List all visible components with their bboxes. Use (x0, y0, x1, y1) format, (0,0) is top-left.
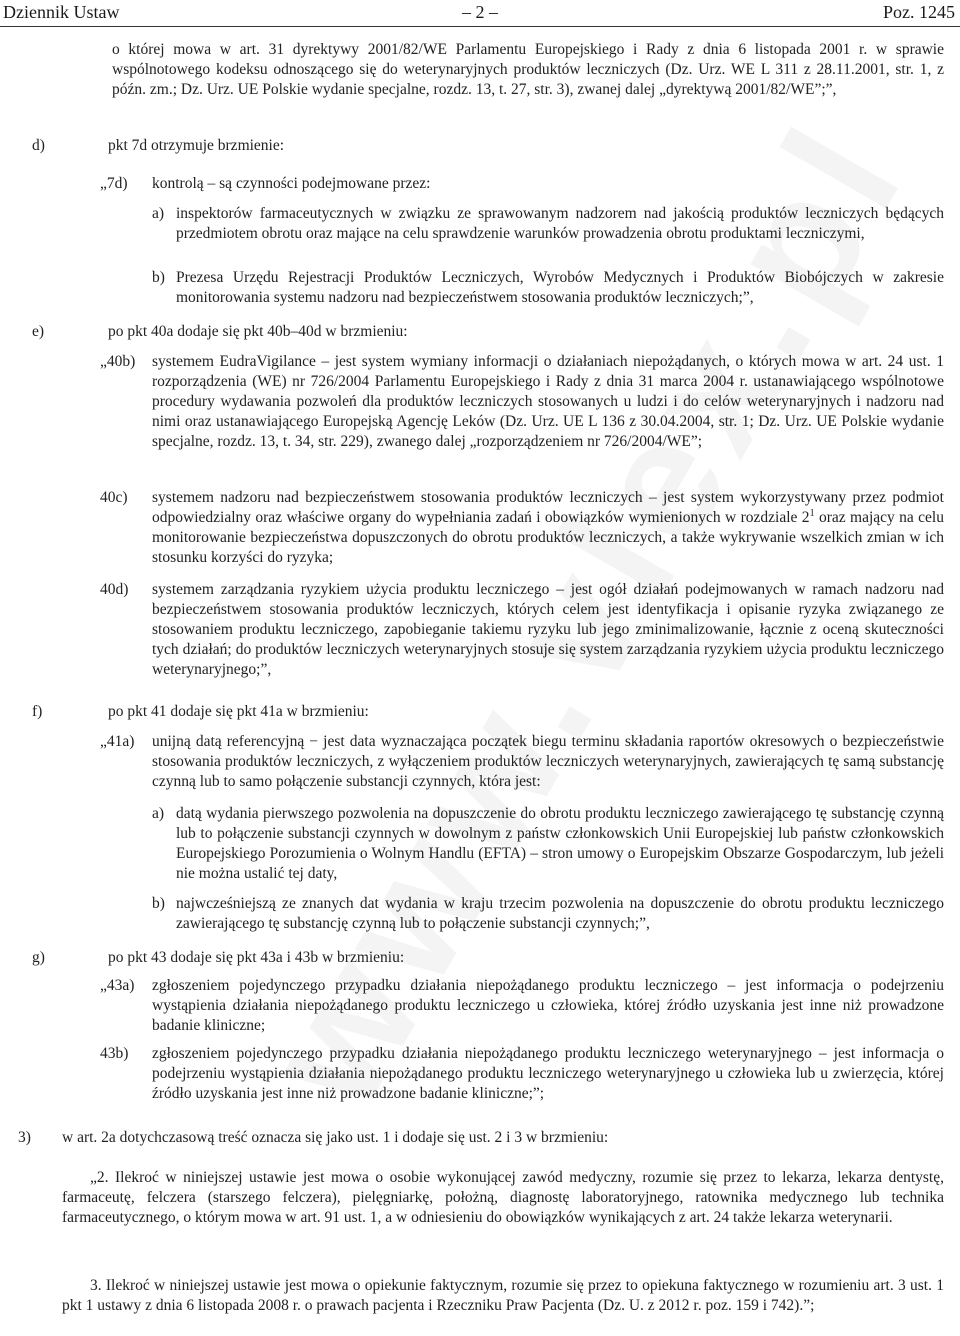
page-header (0, 0, 960, 26)
item-43a (100, 976, 944, 1036)
item-41a-a-text: datą wydania pierwszego pozwolenia na dopuszczenie do obrotu produktu leczniczego zawierającego tę substancję czynną lub to połączenie substancji czynnych w dowolnym z państw członkowskich Unii Europejskiej lub państw członkowskich Europejskiego Porozumienia o Wolnym Handlu (EFTA) – stron umowy o Europejskim Obszarze Gospodarczym, lub jeżeli nie można ustalić tej daty, (176, 805, 944, 882)
item-43b (100, 1044, 944, 1104)
header-rule (0, 26, 960, 27)
page-number: – 2 – (462, 2, 498, 22)
item-3-label: 3) (18, 1129, 31, 1146)
item-40c-text: systemem nadzoru nad bezpieczeństwem stosowania produktów leczniczych – jest system wykorzystywany przez podmiot odpowiedzialny oraz właściwe organy do wypełniania zadań i obowiązków wymienionych w rozdziale $2^1$ oraz mający na celu monitorowanie bezpieczeństwa dopuszczonych do obrotu produktów leczniczych, a także wykrywanie wszelkich zmian w ich stosunku korzyści do ryzyka; (152, 489, 944, 566)
item-e (32, 322, 944, 342)
item-f (32, 702, 944, 722)
item-7d-a-label: a) (152, 205, 165, 222)
item-41a-label: „41a) (100, 733, 135, 750)
item-7d-a-text: inspektorów farmaceutycznych w związku ze sprawowanym nadzorem nad jakością produktów leczniczych będących przedmiotem obrotu oraz mające na celu sprawdzenie warunków prowadzenia obrotu produktami leczniczymi, (176, 205, 944, 242)
item-43a-label: „43a) (100, 977, 135, 994)
item-3 (18, 1128, 944, 1148)
item-7d (100, 174, 944, 194)
item-40d (100, 580, 944, 680)
item-40b (100, 352, 944, 452)
item-7d-label: „7d) (100, 175, 128, 192)
item-40c-label: 40c) (100, 489, 128, 506)
item-40c (100, 488, 944, 568)
footnote-sup: 1 (809, 507, 815, 519)
item-g-label: g) (32, 949, 45, 966)
item-41a-text: unijną datą referencyjną − jest data wyznaczająca początek biegu terminu składania raportów okresowych o bezpieczeństwie stosowania produktów leczniczych, z wyłączeniem produktów leczniczych weterynaryjnych, zawierających tę samą substancję czynną lub to samo połączenie substancji czynnych, która jest: (152, 733, 944, 790)
item-41a (100, 732, 944, 792)
item-43b-text: zgłoszeniem pojedynczego przypadku działania niepożądanego produktu leczniczego weterynaryjnego – jest informacja o podejrzeniu wystąpienia działania niepożądanego produktu leczniczego weterynaryjnego u człowieka lub u zwierzęcia, której źródło uzyskania jest inne niż prowadzone badanie kliniczne;”; (152, 1045, 944, 1102)
item-40b-label: „40b) (100, 353, 136, 370)
item-7d-b-label: b) (152, 269, 165, 286)
item-e-text: po pkt 40a dodaje się pkt 40b–40d w brzmieniu: (108, 323, 408, 340)
item-41a-b-text: najwcześniejszą ze znanych dat wydania w kraju trzecim pozwolenia na dopuszczenie do obrotu produktu leczniczego zawierającego tę substancję czynną lub to połączenie substancji czynnych;”, (176, 895, 944, 932)
item-40d-text: systemem zarządzania ryzykiem użycia produktu leczniczego – jest ogół działań podejmowanych w ramach nadzoru nad bezpieczeństwem stosowania produktów leczniczych, których celem jest identyfikacja i opisanie ryzyka związanego ze stosowaniem produktu leczniczego, zapobieganie takiemu ryzyku lub jego zminimalizowanie, łącznie z oceną skuteczności tych działań; do produktów leczniczych weterynaryjnych stosuje się system zarządzania ryzykiem użycia produktu leczniczego weterynaryjnego;”, (152, 581, 944, 678)
item-7d-b-text: Prezesa Urzędu Rejestracji Produktów Leczniczych, Wyrobów Medycznych i Produktów Biobójczych w zakresie monitorowania systemu nadzoru nad bezpieczeństwem stosowania produktów leczniczych;”, (176, 269, 944, 306)
item-g (32, 948, 944, 968)
journal-name: Dziennik Ustaw (3, 2, 120, 22)
item-7d-b (152, 268, 944, 308)
item-40d-label: 40d) (100, 581, 129, 598)
item-40b-text: systemem EudraVigilance – jest system wymiany informacji o działaniach niepożądanych, o których mowa w art. 24 ust. 1 rozporządzenia (WE) nr 726/2004 Parlamentu Europejskiego i Rady z dnia 31 marca 2004 r. ustanawiającego wspólnotowe procedury wydawania pozwoleń dla produktów leczniczych stosowanych u ludzi i do celów weterynaryjnych i nadzoru nad nimi oraz ustanawiającego Europejską Agencję Leków (Dz. Urz. UE L 136 z 30.04.2004, str. 1; Dz. Urz. UE Polskie wydanie specjalne, rozdz. 13, t. 34, str. 229), zwanego dalej „rozporządzeniem nr 726/2004/WE”; (152, 353, 944, 450)
item-43a-text: zgłoszeniem pojedynczego przypadku działania niepożądanego produktu leczniczego – jest informacja o podejrzeniu wystąpienia działania niepożądanego produktu leczniczego u człowieka, której źródło uzyskania jest inne niż prowadzone badanie kliniczne; (152, 977, 944, 1034)
item-f-text: po pkt 41 dodaje się pkt 41a w brzmieniu: (108, 703, 369, 720)
position-number: Poz. 1245 (883, 2, 955, 22)
item-41a-a (152, 804, 944, 884)
item-43b-label: 43b) (100, 1045, 129, 1062)
intro-paragraph: o której mowa w art. 31 dyrektywy 2001/82/WE Parlamentu Europejskiego i Rady z dnia 6 listopada 2001 r. w sprawie wspólnotowego kodeksu odnoszącego się do weterynaryjnych produktów leczniczych (Dz. Urz. WE L 311 z 28.11.2001, str. 1, z późn. zm.; Dz. Urz. UE Polskie wydanie specjalne, rozdz. 13, t. 27, str. 3), zwanej dalej „dyrektywą 2001/82/WE”;”, (112, 41, 944, 98)
item-d-label: d) (32, 137, 45, 154)
item-d-text: pkt 7d otrzymuje brzmienie: (108, 137, 285, 154)
item-3-text: w art. 2a dotychczasową treść oznacza się jako ust. 1 i dodaje się ust. 2 i 3 w brzmieniu: (62, 1129, 609, 1146)
item-3-ust3: 3. Ilekroć w niniejszej ustawie jest mowa o opiekunie faktycznym, rozumie się przez to opiekuna faktycznego w rozumieniu art. 3 ust. 1 pkt 1 ustawy z dnia 6 listopada 2008 r. o prawach pacjenta i Rzeczniku Praw Pacjenta (Dz. U. z 2012 r. poz. 159 i 742).”; (62, 1277, 944, 1314)
item-d (32, 136, 944, 156)
item-f-label: f) (32, 703, 43, 720)
item-41a-a-label: a) (152, 805, 165, 822)
item-7d-text: kontrolą – są czynności podejmowane przez: (152, 175, 431, 192)
item-g-text: po pkt 43 dodaje się pkt 43a i 43b w brzmieniu: (108, 949, 405, 966)
item-e-label: e) (32, 323, 45, 340)
item-3-ust2: „2. Ilekroć w niniejszej ustawie jest mowa o osobie wykonującej zawód medyczny, rozumie się przez to lekarza, lekarza dentystę, farmaceutę, felczera (starszego felczera), pielęgniarkę, położną, diagnostę laboratoryjnego, ratownika medycznego lub technika farmaceutycznego, o którym mowa w art. 91 ust. 1, a w odniesieniu do obowiązków wynikających z art. 24 także lekarza weterynarii. (62, 1169, 944, 1226)
item-41a-b-label: b) (152, 895, 165, 912)
item-7d-a (152, 204, 944, 244)
item-41a-b (152, 894, 944, 934)
